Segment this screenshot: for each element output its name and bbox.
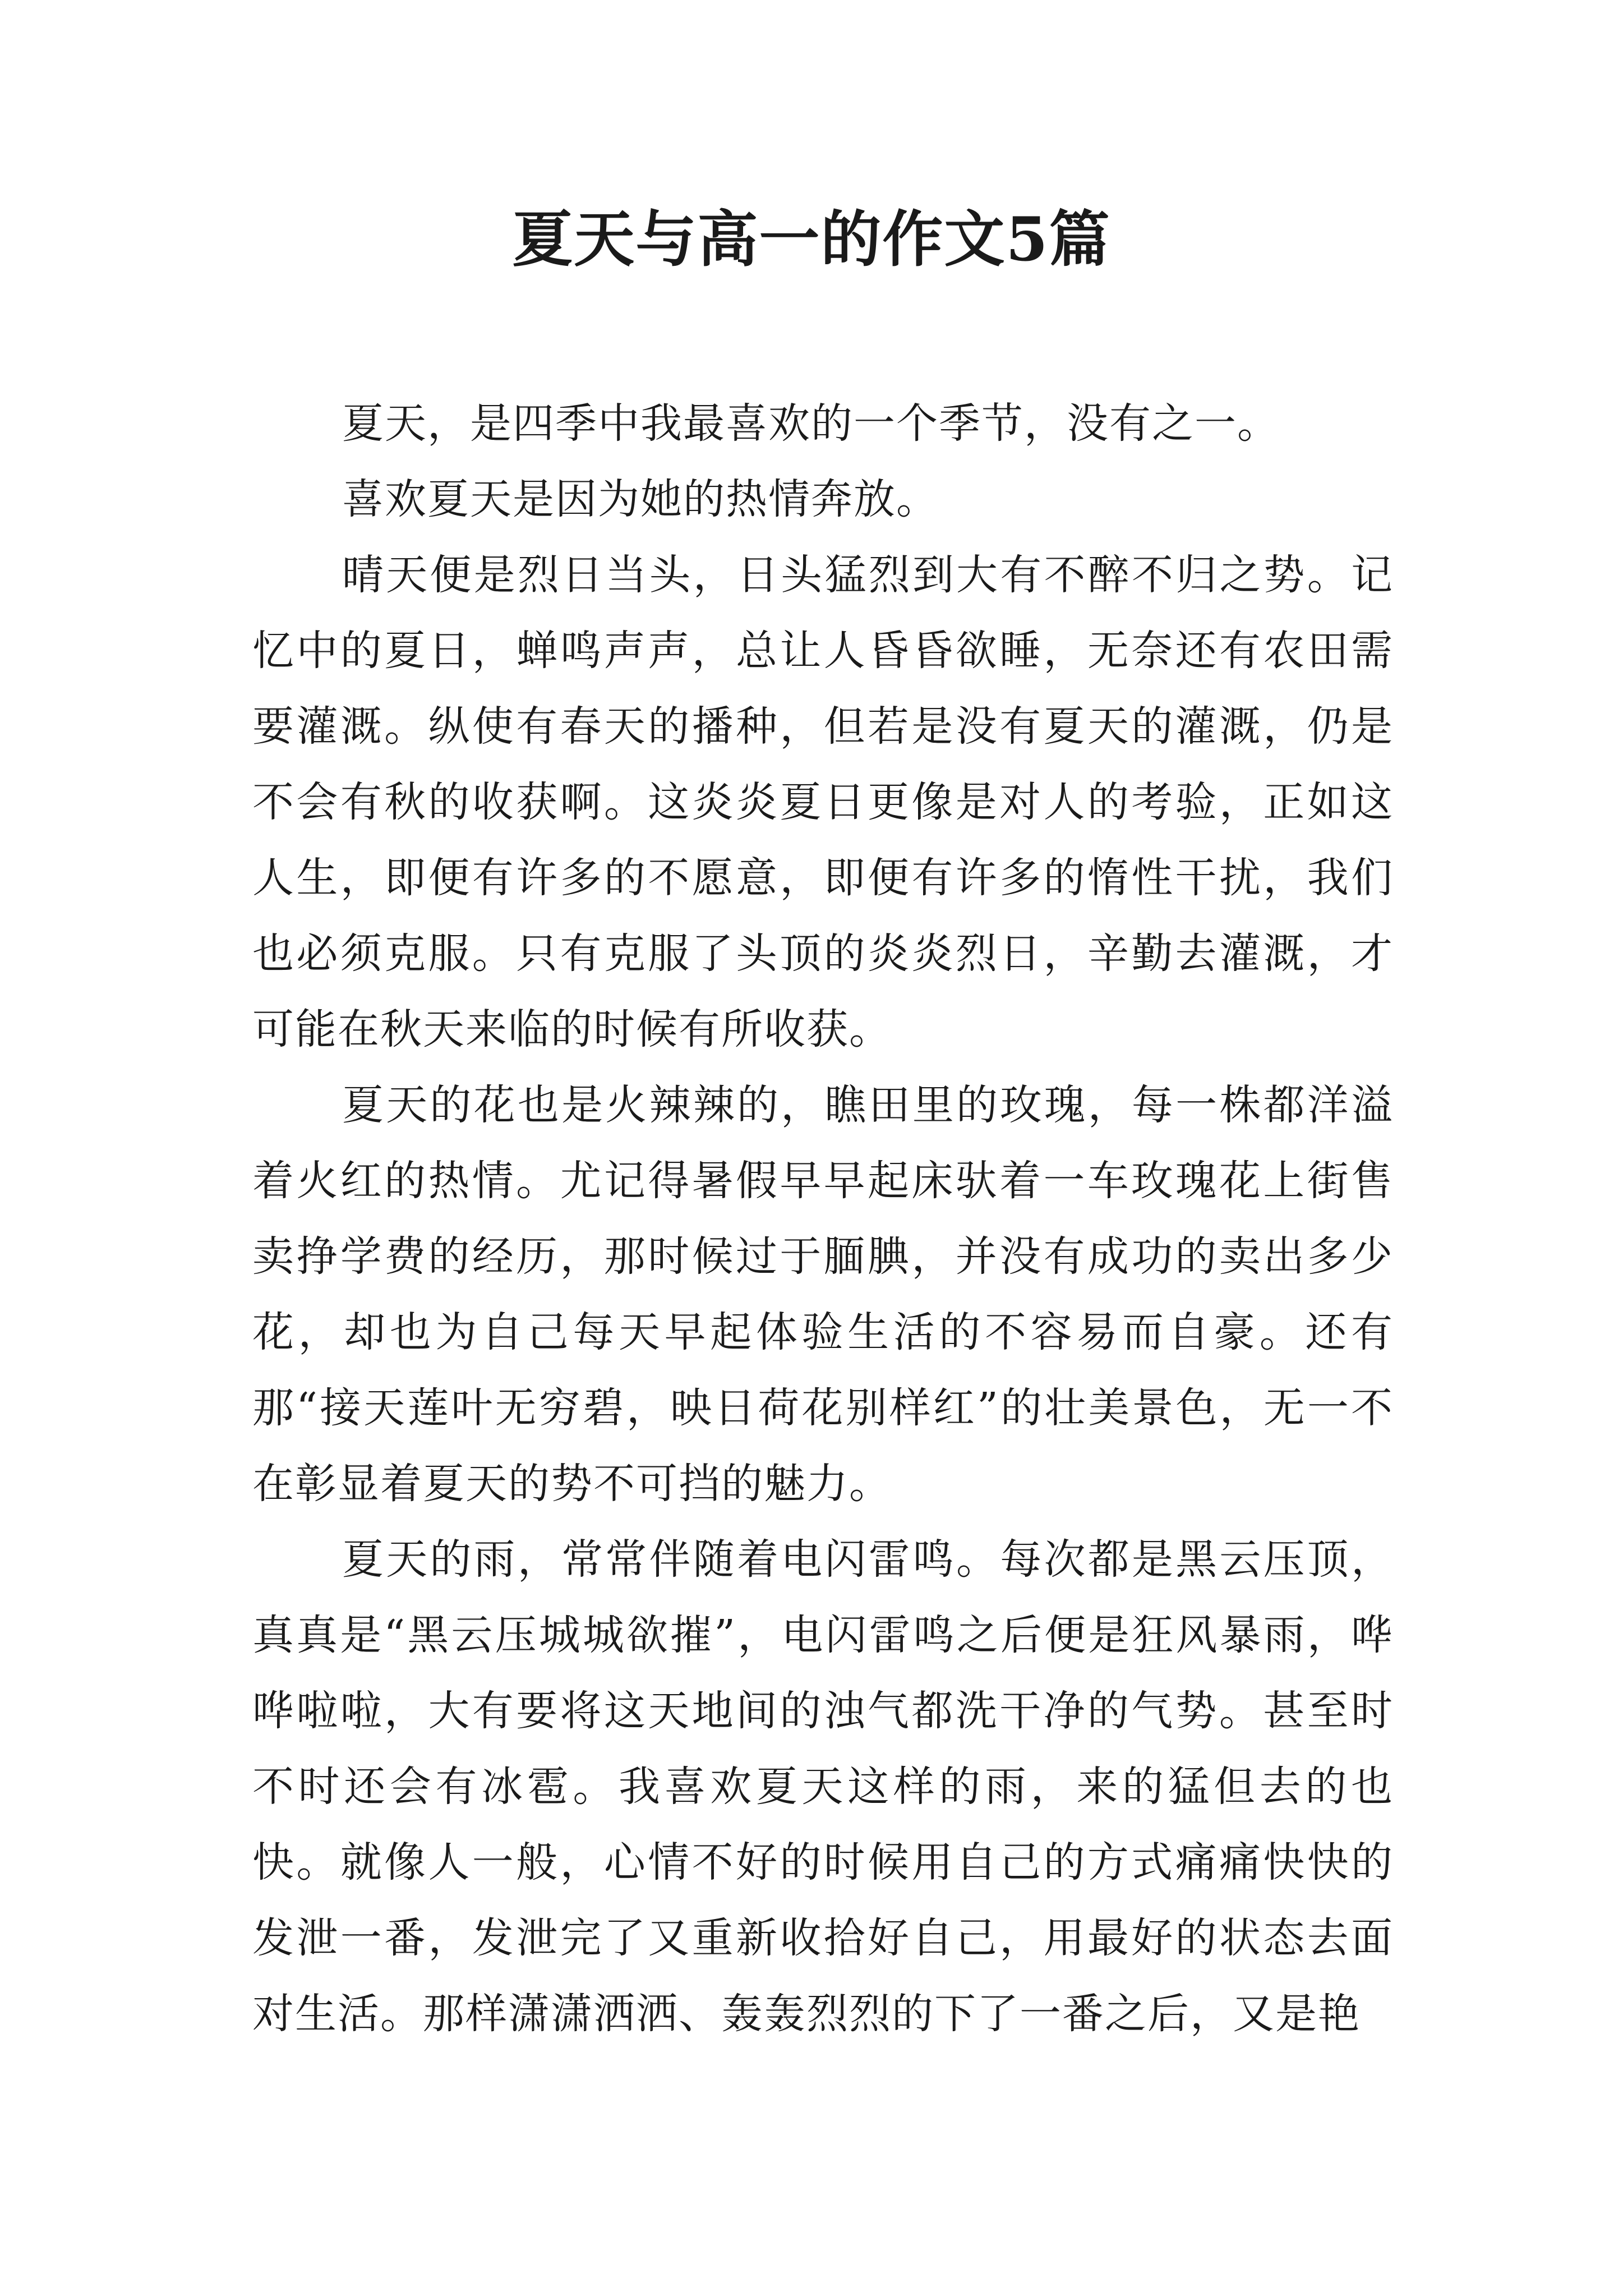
paragraph-3: 晴天便是烈日当头，日头猛烈到大有不醉不归之势。记忆中的夏日，蝉鸣声声，总让人昏昏欲睡，无奈还有农田需要灌溉。纵使有春天的播种，但若是没有夏天的灌溉，仍是不会有秋的收获啊。这炎炎夏日更像是对人的考验，正如这人生，即便有许多的不愿意，即便有许多的惰性干扰，我们也必须克服。只有克服了头顶的炎炎烈日，辛勤去灌溉，才可能在秋天来临的时候有所收获。: [252, 551, 1394, 1053]
document-body: [252, 386, 1394, 2052]
paragraph-4: 夏天的花也是火辣辣的，瞧田里的玫瑰，每一株都洋溢着火红的热情。尤记得暑假早早起床驮着一车玫瑰花上街售卖挣学费的经历，那时候过于腼腆，并没有成功的卖出多少花，却也为自己每天早起体验生活的不容易而自豪。还有那“接天莲叶无穷碧，映日荷花别样红”的壮美景色，无一不在彰显着夏天的势不可挡的魅力。: [252, 1081, 1394, 1508]
paragraph-2: 喜欢夏天是因为她的热情奔放。: [342, 475, 939, 523]
paragraph-1: 夏天，是四季中我最喜欢的一个季节，没有之一。: [342, 399, 1280, 448]
paragraph-5: 夏天的雨，常常伴随着电闪雷鸣。每次都是黑云压顶，真真是“黑云压城城欲摧”，电闪雷鸣之后便是狂风暴雨，哗哗啦啦，大有要将这天地间的浊气都洗干净的气势。甚至时不时还会有冰雹。我喜欢夏天这样的雨，来的猛但去的也快。就像人一般，心情不好的时候用自己的方式痛痛快快的发泄一番，发泄完了又重新收拾好自己，用最好的状态去面对生活。那样潇潇洒洒、轰轰烈烈的下了一番之后，又是艳: [252, 1535, 1394, 2038]
document-title: 夏天与高一的作文5篇: [512, 204, 1111, 275]
